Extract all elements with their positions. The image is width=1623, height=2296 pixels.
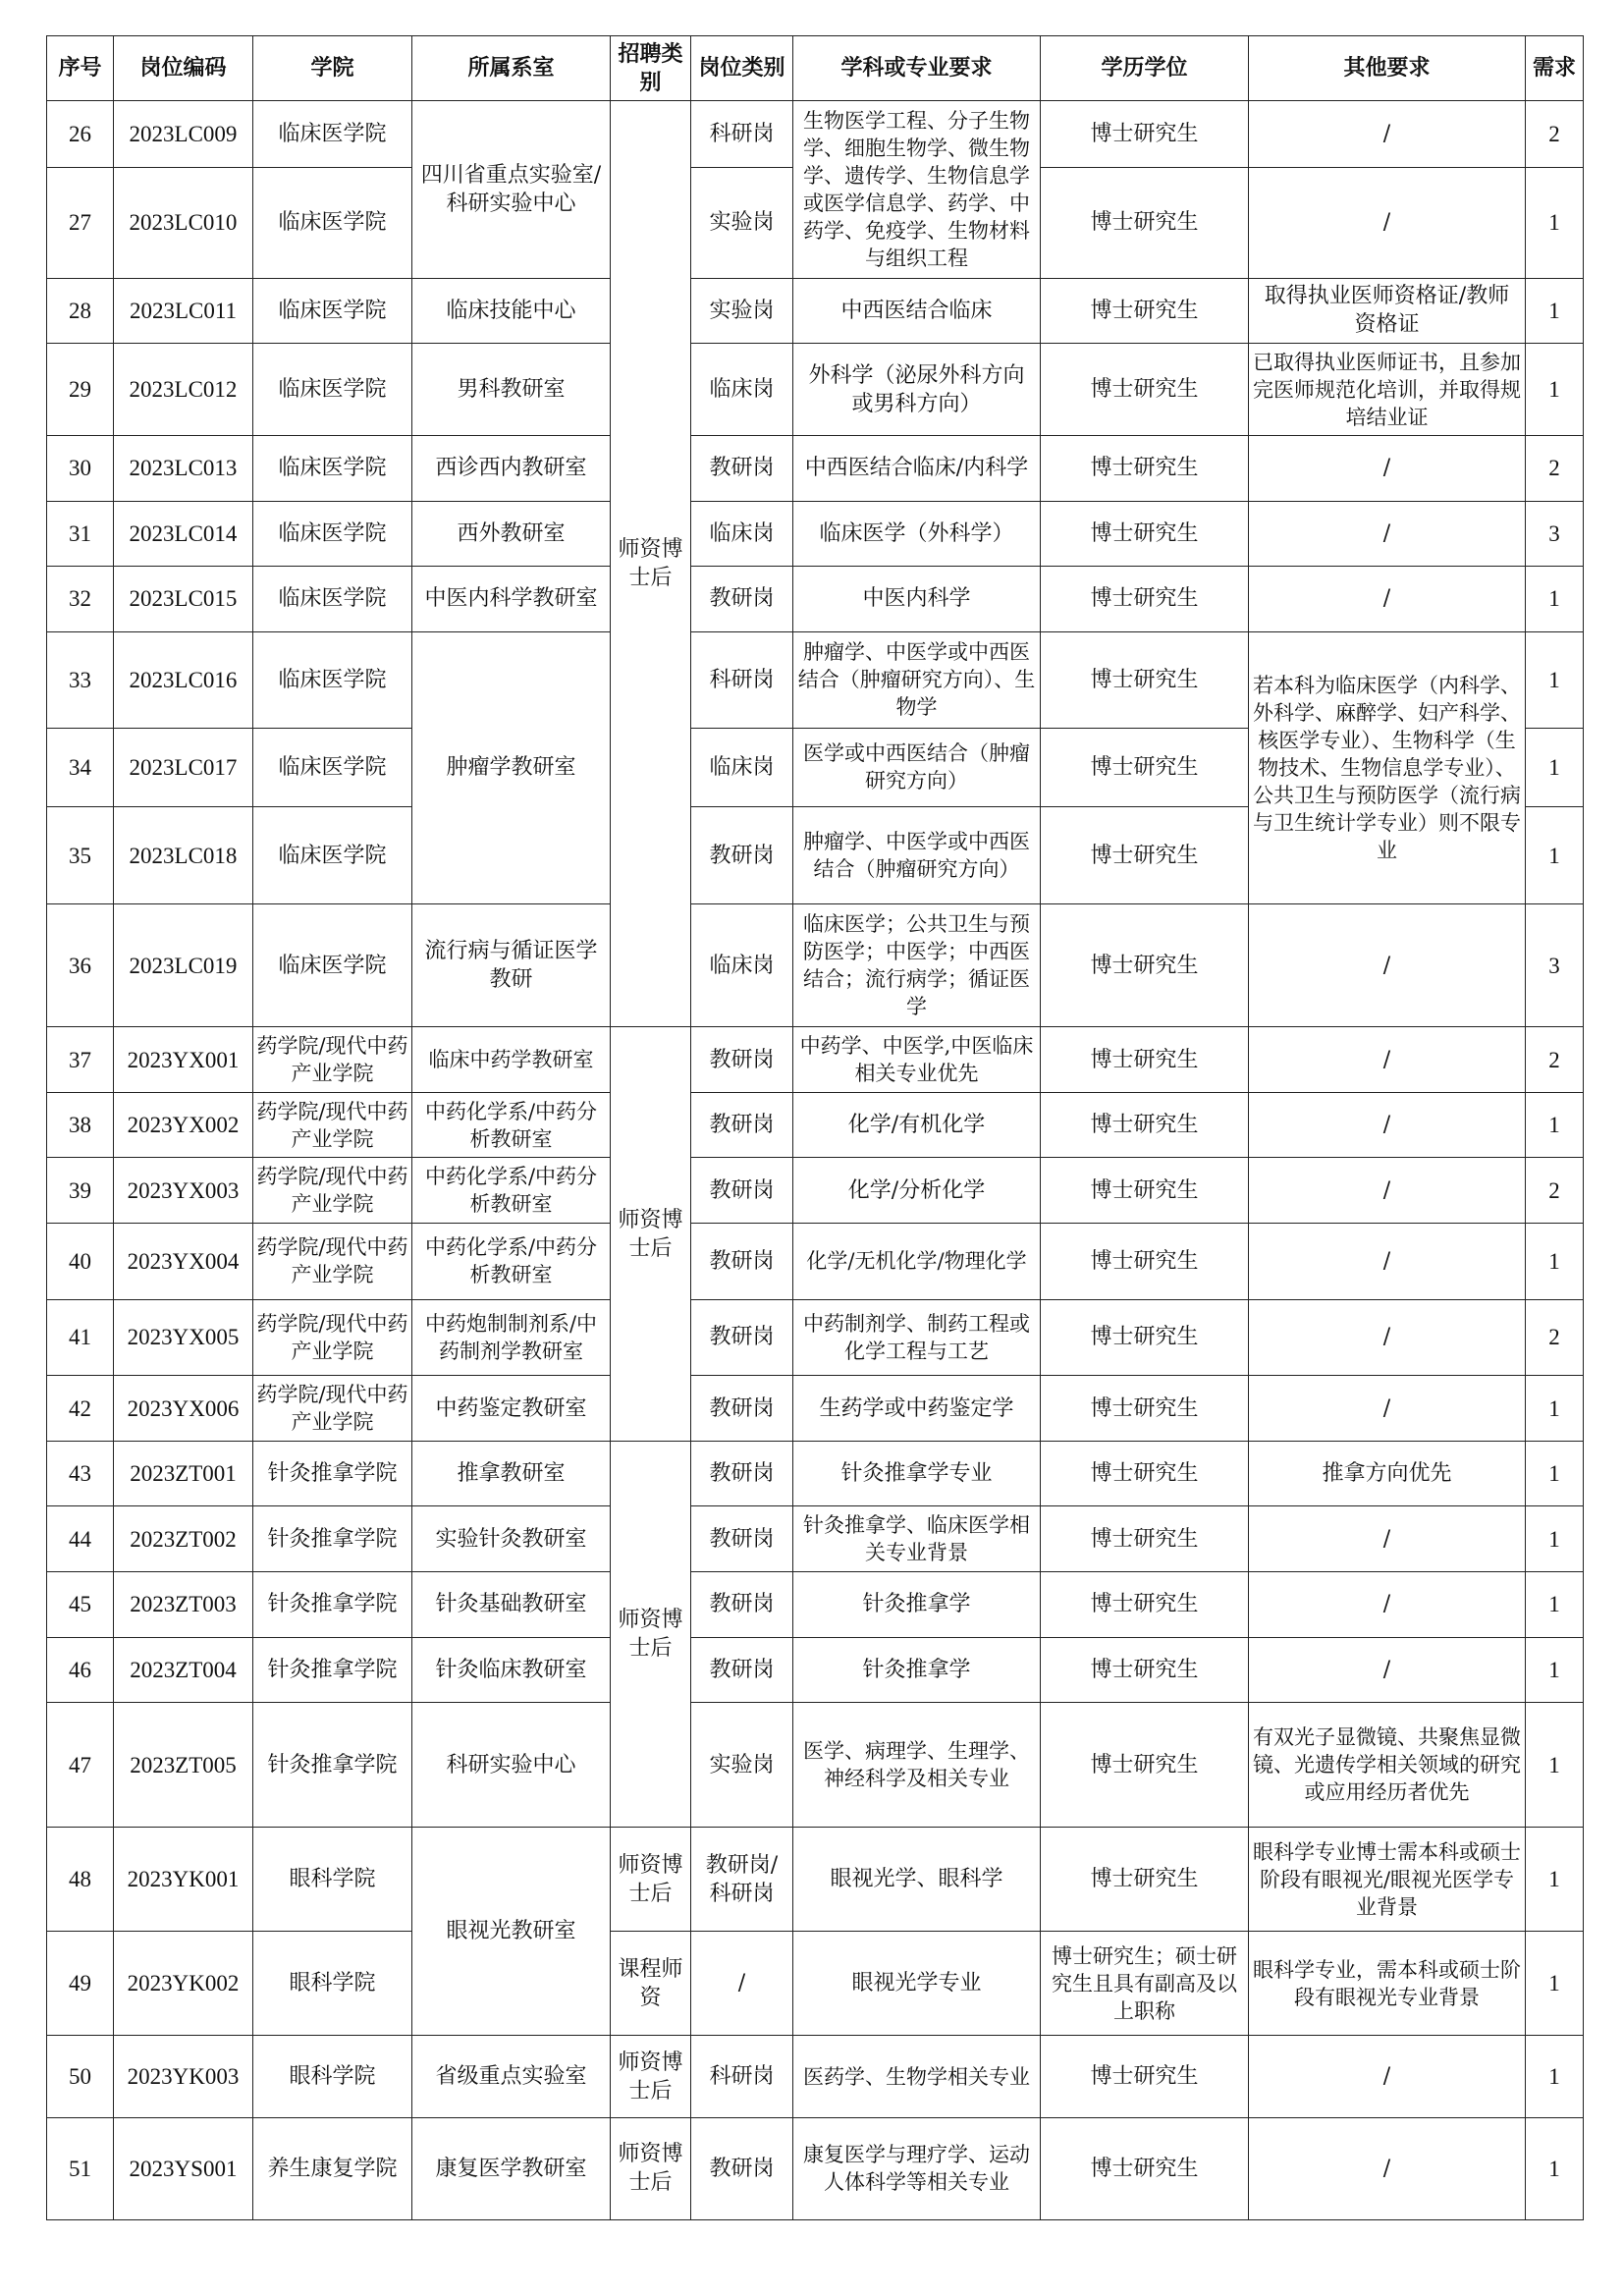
row-post-type: 教研岗	[691, 1506, 793, 1572]
table-row	[47, 101, 1584, 168]
row-no: 33	[47, 631, 114, 728]
table-row	[47, 2036, 1584, 2118]
row-need: 3	[1526, 501, 1584, 567]
row-subject: 医学、病理学、生理学、神经科学及相关专业	[793, 1703, 1041, 1828]
row-dept: 流行病与循证医学教研	[412, 904, 611, 1027]
row-dept: 推拿教研室	[412, 1441, 611, 1506]
row-need: 1	[1526, 1572, 1584, 1638]
row-dept: 康复医学教研室	[412, 2117, 611, 2219]
row-college: 药学院/现代中药产业学院	[253, 1223, 412, 1299]
row-no: 51	[47, 2117, 114, 2219]
header-row	[47, 36, 1584, 101]
row-no: 42	[47, 1376, 114, 1442]
table-row	[47, 904, 1584, 1027]
row-need: 1	[1526, 2036, 1584, 2118]
row-need: 1	[1526, 1441, 1584, 1506]
row-code: 2023LC016	[114, 631, 253, 728]
row-education: 博士研究生	[1041, 1506, 1249, 1572]
row-subject: 中药制剂学、制药工程或化学工程与工艺	[793, 1299, 1041, 1376]
table-row	[47, 501, 1584, 567]
row-education: 博士研究生	[1041, 1376, 1249, 1442]
row-subject: 临床医学；公共卫生与预防医学；中医学；中西医结合；流行病学；循证医学	[793, 904, 1041, 1027]
row-no: 32	[47, 567, 114, 632]
header-code: 岗位编码	[114, 36, 253, 101]
table-row	[47, 1223, 1584, 1299]
row-code: 2023LC012	[114, 344, 253, 436]
row-category: 师资博士后	[611, 1441, 691, 1827]
row-college: 药学院/现代中药产业学院	[253, 1092, 412, 1158]
row-no: 29	[47, 344, 114, 436]
header-college: 学院	[253, 36, 412, 101]
row-dept: 中药化学系/中药分析教研室	[412, 1223, 611, 1299]
row-education: 博士研究生	[1041, 1158, 1249, 1224]
row-post-type: 临床岗	[691, 501, 793, 567]
row-subject: 眼视光学专业	[793, 1932, 1041, 2036]
table-row	[47, 631, 1584, 728]
row-subject: 中医内科学	[793, 567, 1041, 632]
row-no: 34	[47, 728, 114, 807]
row-other: /	[1249, 1092, 1526, 1158]
row-need: 2	[1526, 101, 1584, 168]
row-code: 2023LC017	[114, 728, 253, 807]
row-no: 40	[47, 1223, 114, 1299]
row-code: 2023YX003	[114, 1158, 253, 1224]
row-need: 3	[1526, 904, 1584, 1027]
row-college: 药学院/现代中药产业学院	[253, 1158, 412, 1224]
table-row	[47, 2117, 1584, 2219]
row-subject: 中西医结合临床	[793, 278, 1041, 344]
row-other: 若本科为临床医学（内科学、外科学、麻醉学、妇产科学、核医学专业）、生物科学（生物技术、生物信息学专业）、公共卫生与预防医学（流行病与卫生统计学专业）则不限专业	[1249, 631, 1526, 903]
row-other: /	[1249, 1506, 1526, 1572]
row-code: 2023ZT002	[114, 1506, 253, 1572]
row-college: 临床医学院	[253, 278, 412, 344]
row-other: 取得执业医师资格证/教师资格证	[1249, 278, 1526, 344]
row-subject: 中药学、中医学,中医临床相关专业优先	[793, 1027, 1041, 1093]
row-need: 1	[1526, 1223, 1584, 1299]
row-dept: 实验针灸教研室	[412, 1506, 611, 1572]
table-row	[47, 1703, 1584, 1828]
row-code: 2023ZT005	[114, 1703, 253, 1828]
row-subject: 生药学或中药鉴定学	[793, 1376, 1041, 1442]
row-subject: 肿瘤学、中医学或中西医结合（肿瘤研究方向）	[793, 807, 1041, 904]
row-no: 39	[47, 1158, 114, 1224]
table-row	[47, 1299, 1584, 1376]
table-row	[47, 1376, 1584, 1442]
row-college: 临床医学院	[253, 567, 412, 632]
row-post-type: 教研岗	[691, 2117, 793, 2219]
row-need: 1	[1526, 807, 1584, 904]
row-post-type: 教研岗	[691, 567, 793, 632]
row-other: /	[1249, 167, 1526, 278]
row-other: /	[1249, 1027, 1526, 1093]
row-post-type: 教研岗	[691, 1299, 793, 1376]
row-no: 46	[47, 1637, 114, 1703]
row-subject: 化学/分析化学	[793, 1158, 1041, 1224]
row-need: 1	[1526, 1506, 1584, 1572]
row-other: /	[1249, 1637, 1526, 1703]
row-education: 博士研究生	[1041, 1828, 1249, 1932]
row-college: 针灸推拿学院	[253, 1637, 412, 1703]
row-code: 2023YX006	[114, 1376, 253, 1442]
table-row	[47, 435, 1584, 501]
row-post-type: 教研岗	[691, 1441, 793, 1506]
row-code: 2023ZT004	[114, 1637, 253, 1703]
row-education: 博士研究生	[1041, 1027, 1249, 1093]
row-dept: 针灸临床教研室	[412, 1637, 611, 1703]
row-category: 师资博士后	[611, 2117, 691, 2219]
row-no: 26	[47, 101, 114, 168]
row-college: 针灸推拿学院	[253, 1572, 412, 1638]
row-college: 临床医学院	[253, 728, 412, 807]
row-need: 1	[1526, 728, 1584, 807]
row-other: /	[1249, 567, 1526, 632]
row-education: 博士研究生	[1041, 807, 1249, 904]
header-no: 序号	[47, 36, 114, 101]
row-dept: 临床中药学教研室	[412, 1027, 611, 1093]
row-no: 31	[47, 501, 114, 567]
row-subject: 肿瘤学、中医学或中西医结合（肿瘤研究方向）、生物学	[793, 631, 1041, 728]
row-dept: 肿瘤学教研室	[412, 631, 611, 903]
row-no: 38	[47, 1092, 114, 1158]
row-dept: 针灸基础教研室	[412, 1572, 611, 1638]
row-need: 1	[1526, 1376, 1584, 1442]
row-post-type: 临床岗	[691, 344, 793, 436]
row-other: /	[1249, 1158, 1526, 1224]
row-subject: 中西医结合临床/内科学	[793, 435, 1041, 501]
row-post-type: 教研岗	[691, 807, 793, 904]
row-other: 眼科学专业博士需本科或硕士阶段有眼视光/眼视光医学专业背景	[1249, 1828, 1526, 1932]
row-college: 针灸推拿学院	[253, 1506, 412, 1572]
row-post-type: 临床岗	[691, 728, 793, 807]
row-dept: 西外教研室	[412, 501, 611, 567]
table-row	[47, 1932, 1584, 2036]
row-no: 50	[47, 2036, 114, 2118]
row-other: 有双光子显微镜、共聚焦显微镜、光遗传学相关领域的研究或应用经历者优先	[1249, 1703, 1526, 1828]
row-education: 博士研究生	[1041, 501, 1249, 567]
row-post-type: 教研岗	[691, 1027, 793, 1093]
row-subject: 针灸推拿学	[793, 1637, 1041, 1703]
row-code: 2023LC014	[114, 501, 253, 567]
row-education: 博士研究生	[1041, 2036, 1249, 2118]
row-no: 47	[47, 1703, 114, 1828]
row-post-type: 教研岗	[691, 435, 793, 501]
row-no: 44	[47, 1506, 114, 1572]
row-college: 临床医学院	[253, 807, 412, 904]
row-code: 2023ZT001	[114, 1441, 253, 1506]
row-education: 博士研究生	[1041, 2117, 1249, 2219]
table-row	[47, 278, 1584, 344]
row-subject: 康复医学与理疗学、运动人体科学等相关专业	[793, 2117, 1041, 2219]
row-college: 临床医学院	[253, 435, 412, 501]
row-dept: 科研实验中心	[412, 1703, 611, 1828]
row-education: 博士研究生	[1041, 1572, 1249, 1638]
row-college: 针灸推拿学院	[253, 1703, 412, 1828]
table-row	[47, 1572, 1584, 1638]
row-no: 37	[47, 1027, 114, 1093]
row-need: 1	[1526, 1932, 1584, 2036]
row-no: 41	[47, 1299, 114, 1376]
row-dept: 中药化学系/中药分析教研室	[412, 1092, 611, 1158]
table-row	[47, 344, 1584, 436]
row-no: 48	[47, 1828, 114, 1932]
row-subject: 医学或中西医结合（肿瘤研究方向）	[793, 728, 1041, 807]
row-subject: 临床医学（外科学）	[793, 501, 1041, 567]
row-need: 1	[1526, 278, 1584, 344]
row-post-type: 教研岗	[691, 1572, 793, 1638]
row-post-type: 科研岗	[691, 2036, 793, 2118]
row-post-type: 临床岗	[691, 904, 793, 1027]
row-code: 2023LC019	[114, 904, 253, 1027]
row-education: 博士研究生	[1041, 1703, 1249, 1828]
header-category: 招聘类别	[611, 36, 691, 101]
row-other: 眼科学专业，需本科或硕士阶段有眼视光专业背景	[1249, 1932, 1526, 2036]
header-need: 需求	[1526, 36, 1584, 101]
row-no: 49	[47, 1932, 114, 2036]
row-college: 临床医学院	[253, 344, 412, 436]
table-row	[47, 1441, 1584, 1506]
row-subject: 外科学（泌尿外科方向或男科方向）	[793, 344, 1041, 436]
row-category: 师资博士后	[611, 2036, 691, 2118]
row-post-type: 教研岗	[691, 1092, 793, 1158]
row-post-type: 科研岗	[691, 101, 793, 168]
row-subject: 针灸推拿学、临床医学相关专业背景	[793, 1506, 1041, 1572]
row-education: 博士研究生	[1041, 344, 1249, 436]
row-dept: 临床技能中心	[412, 278, 611, 344]
table-row	[47, 567, 1584, 632]
row-need: 1	[1526, 2117, 1584, 2219]
row-code: 2023LC011	[114, 278, 253, 344]
row-no: 43	[47, 1441, 114, 1506]
table-row	[47, 1506, 1584, 1572]
row-code: 2023YK002	[114, 1932, 253, 2036]
row-subject: 生物医学工程、分子生物学、细胞生物学、微生物学、遗传学、生物信息学或医学信息学、药学、中药学、免疫学、生物材料与组织工程	[793, 101, 1041, 279]
row-post-type: 实验岗	[691, 1703, 793, 1828]
header-post-type: 岗位类别	[691, 36, 793, 101]
row-education: 博士研究生	[1041, 1223, 1249, 1299]
row-other: /	[1249, 101, 1526, 168]
row-need: 2	[1526, 1158, 1584, 1224]
row-other: /	[1249, 904, 1526, 1027]
row-education: 博士研究生	[1041, 1441, 1249, 1506]
row-education: 博士研究生	[1041, 1092, 1249, 1158]
row-need: 1	[1526, 1703, 1584, 1828]
row-code: 2023LC015	[114, 567, 253, 632]
row-dept: 省级重点实验室	[412, 2036, 611, 2118]
row-code: 2023YK003	[114, 2036, 253, 2118]
row-no: 28	[47, 278, 114, 344]
row-need: 1	[1526, 631, 1584, 728]
row-code: 2023YS001	[114, 2117, 253, 2219]
row-dept: 眼视光教研室	[412, 1828, 611, 2036]
row-code: 2023LC018	[114, 807, 253, 904]
row-college: 临床医学院	[253, 904, 412, 1027]
row-need: 1	[1526, 1092, 1584, 1158]
row-college: 眼科学院	[253, 2036, 412, 2118]
row-college: 养生康复学院	[253, 2117, 412, 2219]
row-college: 针灸推拿学院	[253, 1441, 412, 1506]
table-row	[47, 1027, 1584, 1093]
row-other: /	[1249, 2117, 1526, 2219]
row-other: 推拿方向优先	[1249, 1441, 1526, 1506]
recruitment-table	[46, 35, 1584, 2220]
row-college: 药学院/现代中药产业学院	[253, 1027, 412, 1093]
row-education: 博士研究生	[1041, 728, 1249, 807]
row-no: 36	[47, 904, 114, 1027]
row-dept: 四川省重点实验室/科研实验中心	[412, 101, 611, 279]
row-college: 眼科学院	[253, 1932, 412, 2036]
row-post-type: 教研岗	[691, 1637, 793, 1703]
row-education: 博士研究生	[1041, 1637, 1249, 1703]
row-need: 1	[1526, 1828, 1584, 1932]
row-post-type: /	[691, 1932, 793, 2036]
header-education: 学历学位	[1041, 36, 1249, 101]
row-dept: 男科教研室	[412, 344, 611, 436]
row-no: 35	[47, 807, 114, 904]
row-college: 眼科学院	[253, 1828, 412, 1932]
row-code: 2023YK001	[114, 1828, 253, 1932]
row-other: /	[1249, 1223, 1526, 1299]
row-need: 1	[1526, 1637, 1584, 1703]
table-row	[47, 1828, 1584, 1932]
row-code: 2023YX002	[114, 1092, 253, 1158]
row-education: 博士研究生	[1041, 631, 1249, 728]
row-dept: 西诊西内教研室	[412, 435, 611, 501]
row-education: 博士研究生	[1041, 101, 1249, 168]
row-code: 2023YX005	[114, 1299, 253, 1376]
row-post-type: 教研岗	[691, 1223, 793, 1299]
row-need: 2	[1526, 1027, 1584, 1093]
row-code: 2023YX001	[114, 1027, 253, 1093]
row-need: 2	[1526, 1299, 1584, 1376]
table-row	[47, 1637, 1584, 1703]
row-dept: 中药化学系/中药分析教研室	[412, 1158, 611, 1224]
row-education: 博士研究生	[1041, 567, 1249, 632]
row-education: 博士研究生；硕士研究生且具有副高及以上职称	[1041, 1932, 1249, 2036]
row-post-type: 实验岗	[691, 167, 793, 278]
row-subject: 眼视光学、眼科学	[793, 1828, 1041, 1932]
table-row	[47, 1092, 1584, 1158]
row-other: 已取得执业医师证书，且参加完医师规范化培训，并取得规培结业证	[1249, 344, 1526, 436]
row-need: 1	[1526, 567, 1584, 632]
row-post-type: 实验岗	[691, 278, 793, 344]
row-need: 1	[1526, 344, 1584, 436]
row-code: 2023LC009	[114, 101, 253, 168]
header-dept: 所属系室	[412, 36, 611, 101]
row-subject: 针灸推拿学专业	[793, 1441, 1041, 1506]
row-other: /	[1249, 501, 1526, 567]
row-need: 2	[1526, 435, 1584, 501]
row-category: 师资博士后	[611, 1027, 691, 1442]
row-category: 师资博士后	[611, 101, 691, 1027]
row-dept: 中药炮制制剂系/中药制剂学教研室	[412, 1299, 611, 1376]
row-college: 临床医学院	[253, 101, 412, 168]
row-subject: 化学/有机化学	[793, 1092, 1041, 1158]
row-post-type: 教研岗	[691, 1158, 793, 1224]
row-subject: 化学/无机化学/物理化学	[793, 1223, 1041, 1299]
row-need: 1	[1526, 167, 1584, 278]
row-college: 临床医学院	[253, 631, 412, 728]
row-dept: 中医内科学教研室	[412, 567, 611, 632]
table-row	[47, 1158, 1584, 1224]
row-dept: 中药鉴定教研室	[412, 1376, 611, 1442]
row-education: 博士研究生	[1041, 278, 1249, 344]
row-category: 师资博士后	[611, 1828, 691, 1932]
row-post-type: 教研岗	[691, 1376, 793, 1442]
row-no: 27	[47, 167, 114, 278]
row-education: 博士研究生	[1041, 1299, 1249, 1376]
row-college: 药学院/现代中药产业学院	[253, 1299, 412, 1376]
row-college: 临床医学院	[253, 167, 412, 278]
row-other: /	[1249, 1299, 1526, 1376]
row-other: /	[1249, 1572, 1526, 1638]
row-other: /	[1249, 2036, 1526, 2118]
row-code: 2023ZT003	[114, 1572, 253, 1638]
row-other: /	[1249, 1376, 1526, 1442]
row-education: 博士研究生	[1041, 167, 1249, 278]
row-post-type: 科研岗	[691, 631, 793, 728]
header-other: 其他要求	[1249, 36, 1526, 101]
row-college: 药学院/现代中药产业学院	[253, 1376, 412, 1442]
row-category: 课程师资	[611, 1932, 691, 2036]
row-post-type: 教研岗/科研岗	[691, 1828, 793, 1932]
row-subject: 医药学、生物学相关专业	[793, 2036, 1041, 2118]
row-other: /	[1249, 435, 1526, 501]
row-code: 2023LC010	[114, 167, 253, 278]
row-education: 博士研究生	[1041, 904, 1249, 1027]
row-education: 博士研究生	[1041, 435, 1249, 501]
row-no: 45	[47, 1572, 114, 1638]
header-subject: 学科或专业要求	[793, 36, 1041, 101]
row-code: 2023YX004	[114, 1223, 253, 1299]
row-code: 2023LC013	[114, 435, 253, 501]
row-no: 30	[47, 435, 114, 501]
row-college: 临床医学院	[253, 501, 412, 567]
row-subject: 针灸推拿学	[793, 1572, 1041, 1638]
